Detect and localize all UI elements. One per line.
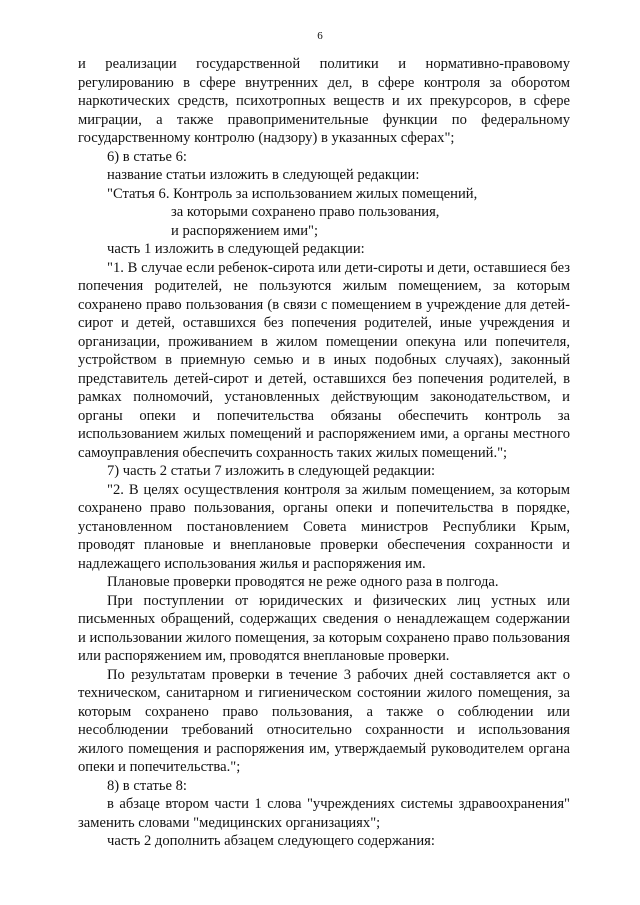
document-body	[78, 55, 570, 851]
article-6-title-line-3: и распоряжением ими";	[171, 222, 319, 239]
paragraph-item-7: 7) часть 2 статьи 7 изложить в следующей редакции:	[107, 463, 436, 479]
article-6-title-line-1: "Статья 6. Контроль за использованием жилых помещений,	[107, 185, 478, 202]
paragraph-item-8: 8) в статье 8:	[107, 777, 187, 794]
paragraph-part-1-replacement: в абзаце втором части 1 слова "учреждениях системы здравоохранения" заменить словами "медицинских организациях";	[78, 796, 570, 831]
paragraph-unplanned-checks: При поступлении от юридических и физических лиц устных или письменных обращений, содержащих сведения о ненадлежащем содержании и использовании жилого помещения, за которым сохранено право пользования или распоряжением им, проводятся внеплановые проверки.	[78, 592, 570, 664]
paragraph-article-name-instruction: название статьи изложить в следующей редакции:	[107, 167, 420, 183]
paragraph-part-1-text: "1. В случае если ребенок-сирота или дети-сироты и дети, оставшиеся без попечения родителей, не пользуются жилым помещением, за которым сохранено право пользования (в связи с помещением в учреждение для детей-сирот и детей, оставшихся без попечения родителей, иные учреждения и организации, проживанием в жилом помещении опекуна или попечителя, устройством в приемную семью и в иных подобных случаях), законный представитель детей-сирот и детей, оставшихся без попечения родителей, в рамках полномочий, установленных действующим законодательством, и органы опеки и попечительства обязаны обеспечить контроль за использованием жилых помещений и распоряжением ими, а органы местного самоуправления обеспечить сохранность таких жилых помещений.";	[78, 259, 570, 461]
paragraph-part-2-text: "2. В целях осуществления контроля за жилым помещением, за которым сохранено право пользования, органы опеки и попечительства в порядке, установленном постановлением Совета министров Республики Крым, проводят плановые и внеплановые проверки обеспечения сохранности и надлежащего использования жилья и распоряжения им.	[78, 481, 570, 572]
paragraph-continuation: и реализации государственной политики и нормативно-правовому регулированию в сфере внутренних дел, в сфере контроля за оборотом наркотических средств, психотропных веществ и их прекурсоров, в сфере миграции, а также правоприменительные функции по федеральному государственному контролю (надзору) в указанных сферах";	[78, 56, 570, 146]
paragraph-part-1-instruction: часть 1 изложить в следующей редакции:	[107, 241, 365, 257]
paragraph-part-2-addition: часть 2 дополнить абзацем следующего содержания:	[107, 833, 435, 849]
paragraph-check-results: По результатам проверки в течение 3 рабочих дней составляется акт о техническом, санитарном и гигиеническом состоянии жилого помещения, за которым сохранено право пользования, а также о соблюдении или несоблюдении требований относительно сохранности и использования жилого помещения и распоряжения им, утверждаемый руководителем органа опеки и попечительства.";	[78, 666, 570, 775]
page-number: 6	[317, 30, 323, 42]
paragraph-item-6: 6) в статье 6:	[107, 148, 187, 165]
article-6-title-line-2: за которыми сохранено право пользования,	[171, 204, 440, 220]
paragraph-planned-checks: Плановые проверки проводятся не реже одного раза в полгода.	[107, 574, 499, 590]
